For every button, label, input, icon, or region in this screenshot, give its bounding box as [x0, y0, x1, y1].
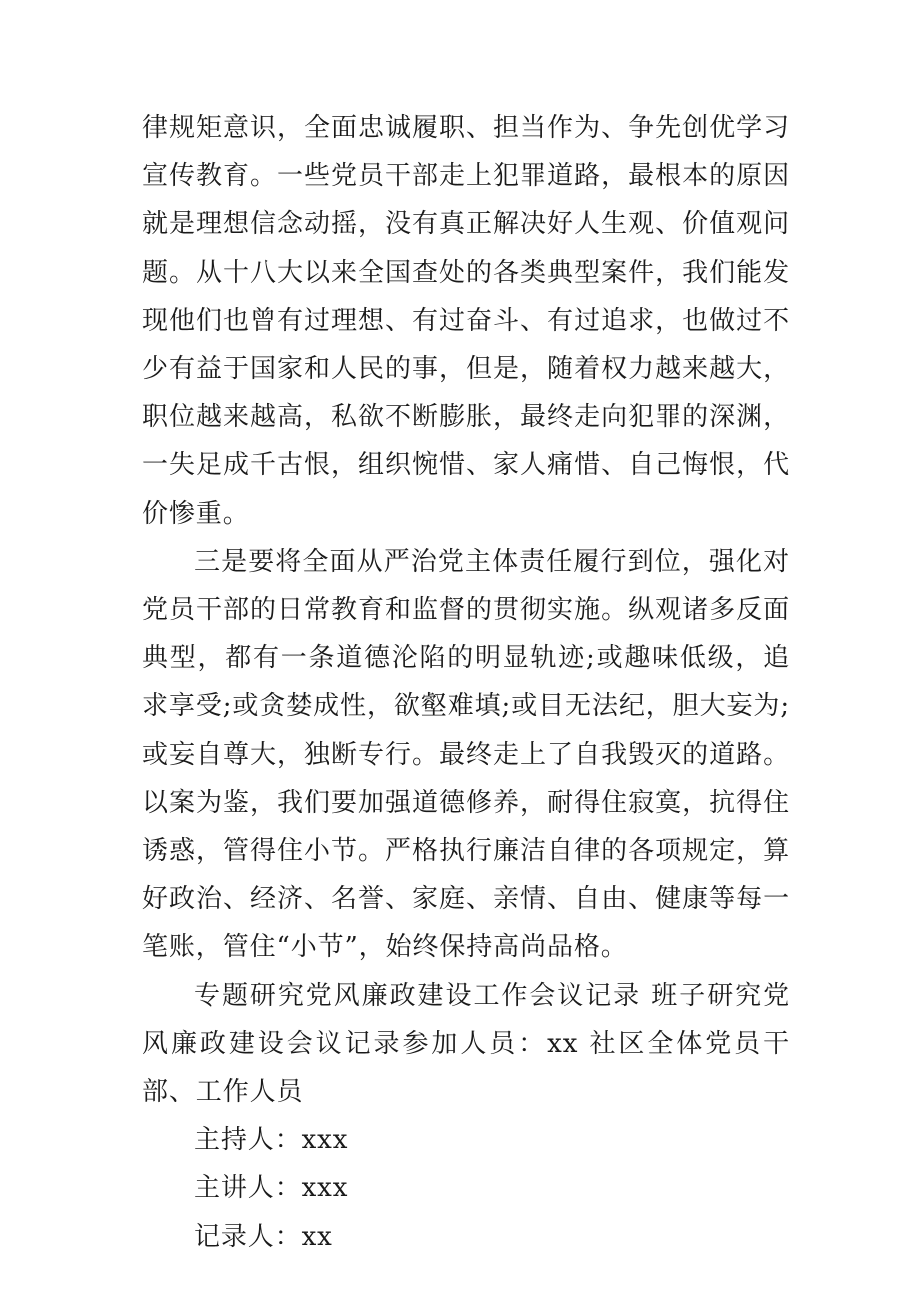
- host-label: 主持人：: [194, 1125, 302, 1156]
- recorder-value: xx: [301, 1221, 333, 1252]
- recorder-field: [142, 1213, 790, 1261]
- paragraph-meeting-record: 专题研究党风廉政建设工作会议记录 班子研究党风廉政建设会议记录参加人员：xx 社区全体党员干部、工作人员: [142, 980, 790, 1108]
- host-field: [142, 1116, 790, 1164]
- host-value: xxx: [301, 1125, 349, 1156]
- speaker-value: xxx: [301, 1173, 349, 1204]
- speaker-label: 主讲人：: [194, 1173, 302, 1204]
- paragraph-continuation: 律规矩意识，全面忠诚履职、担当作为、争先创优学习宣传教育。一些党员干部走上犯罪道路，最根本的原因就是理想信念动摇，没有真正解决好人生观、价值观问题。从十八大以来全国查处的各类典型案件，我们能发现他们也曾有过理想、有过奋斗、有过追求，也做过不少有益于国家和人民的事，但是，随着权力越来越大，职位越来越高，私欲不断膨胀，最终走向犯罪的深渊，一失足成千古恨，组织惋惜、家人痛惜、自己悔恨，代价惨重。: [142, 113, 790, 529]
- speaker-field: [142, 1164, 790, 1212]
- recorder-label: 记录人：: [194, 1221, 302, 1252]
- paragraph-point-three: 三是要将全面从严治党主体责任履行到位，强化对党员干部的日常教育和监督的贯彻实施。纵观诸多反面典型，都有一条道德沦陷的明显轨迹;或趣味低级，追求享受;或贪婪成性，欲壑难填;或目无法纪，胆大妄为;或妄自尊大，独断专行。最终走上了自我毁灭的道路。以案为鉴，我们要加强道德修养，耐得住寂寞，抗得住诱惑，管得住小节。严格执行廉洁自律的各项规定，算好政治、经济、名誉、家庭、亲情、自由、健康等每一笔账，管住“小节”，始终保持高尚品格。: [142, 546, 790, 963]
- document-body: [142, 104, 790, 1261]
